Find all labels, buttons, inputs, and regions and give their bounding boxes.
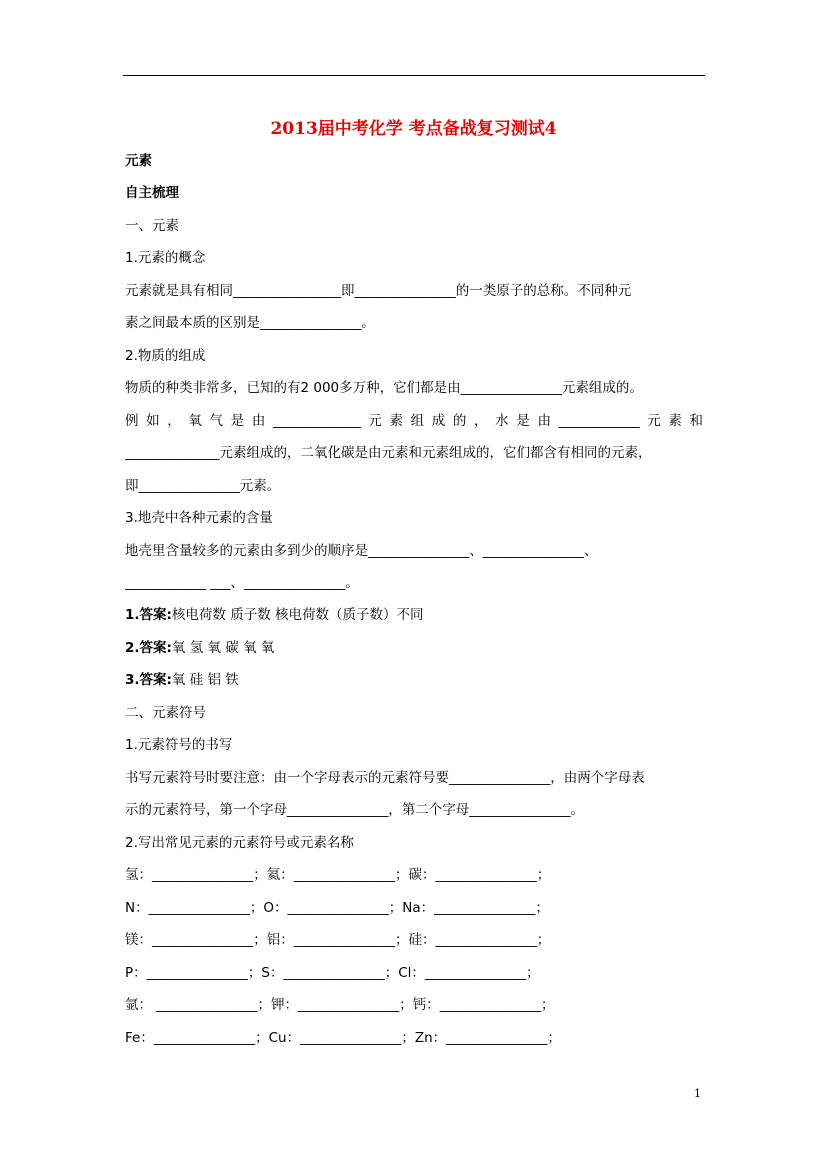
- text-line: 氢：_______________；氦：_______________；碳：_______________；: [125, 867, 551, 883]
- text-line: 氩： _______________；钾：_______________；钙：_______________；: [125, 997, 555, 1013]
- text-line: 一、元素: [125, 218, 179, 234]
- text-line: 素之间最本质的区别是_______________。: [125, 315, 375, 331]
- text-line: ______________元素组成的，二氧化碳是由元素和元素组成的，它们都含有相同的元素，: [125, 445, 652, 461]
- text-line: 二、元素符号: [125, 705, 206, 721]
- answer-label: 1.答案:: [125, 607, 172, 623]
- answer-text: 氧 硅 铝 铁: [171, 672, 239, 688]
- text-line: ____________ ___、_______________。: [125, 575, 359, 591]
- text-line: 1.元素的概念: [125, 250, 206, 266]
- text-line: P：_______________；S：_______________；Cl：_______________；: [125, 965, 540, 981]
- text-line: 物质的种类非常多，已知的有2 000多万种，它们都是由_______________元素组成的。: [125, 380, 643, 396]
- text-line: 2.物质的组成: [125, 348, 206, 364]
- text-line: 元素就是具有相同________________即_______________的一类原子的总称。不同种元: [125, 283, 632, 299]
- text-line: 即_______________元素。: [125, 478, 281, 494]
- answer-line: [125, 638, 703, 658]
- page-number: 1: [694, 1087, 701, 1100]
- text-line: 示的元素符号，第一个字母_______________，第二个字母_______________。: [125, 802, 584, 818]
- text-line: N：_______________；O：_______________；Na：_______________；: [125, 900, 549, 916]
- answer-line: [125, 605, 703, 625]
- header-rule: [123, 75, 705, 76]
- section-heading: 元素: [125, 153, 152, 169]
- subsection-heading: 自主梳理: [125, 185, 179, 201]
- answer-text: 氧 氢 氧 碳 氧 氧: [171, 640, 275, 656]
- text-line: 镁：_______________；铝：_______________；硅：_______________；: [125, 932, 551, 948]
- text-line: 书写元素符号时要注意：由一个字母表示的元素符号要_______________，由两个字母表: [125, 770, 645, 786]
- page-title: 2013届中考化学 考点备战复习测试4: [270, 119, 557, 139]
- text-line: 3.地壳中各种元素的含量: [125, 510, 273, 526]
- text-line: 例如，氧气是由_____________元素组成的，水是由____________元素和: [125, 413, 703, 429]
- text-line: 2.写出常见元素的元素符号或元素名称: [125, 835, 354, 851]
- text-line: Fe：_______________；Cu：_______________；Zn：_______________；: [125, 1030, 561, 1046]
- text-line: 1.元素符号的书写: [125, 737, 233, 753]
- answer-text: 核电荷数 质子数 核电荷数（质子数）不同: [171, 607, 424, 623]
- answer-label: 2.答案:: [125, 640, 172, 656]
- answer-label: 3.答案:: [125, 672, 172, 688]
- text-line: 地壳里含量较多的元素由多到少的顺序是_______________、_______________、: [125, 543, 598, 559]
- answer-line: [125, 670, 703, 690]
